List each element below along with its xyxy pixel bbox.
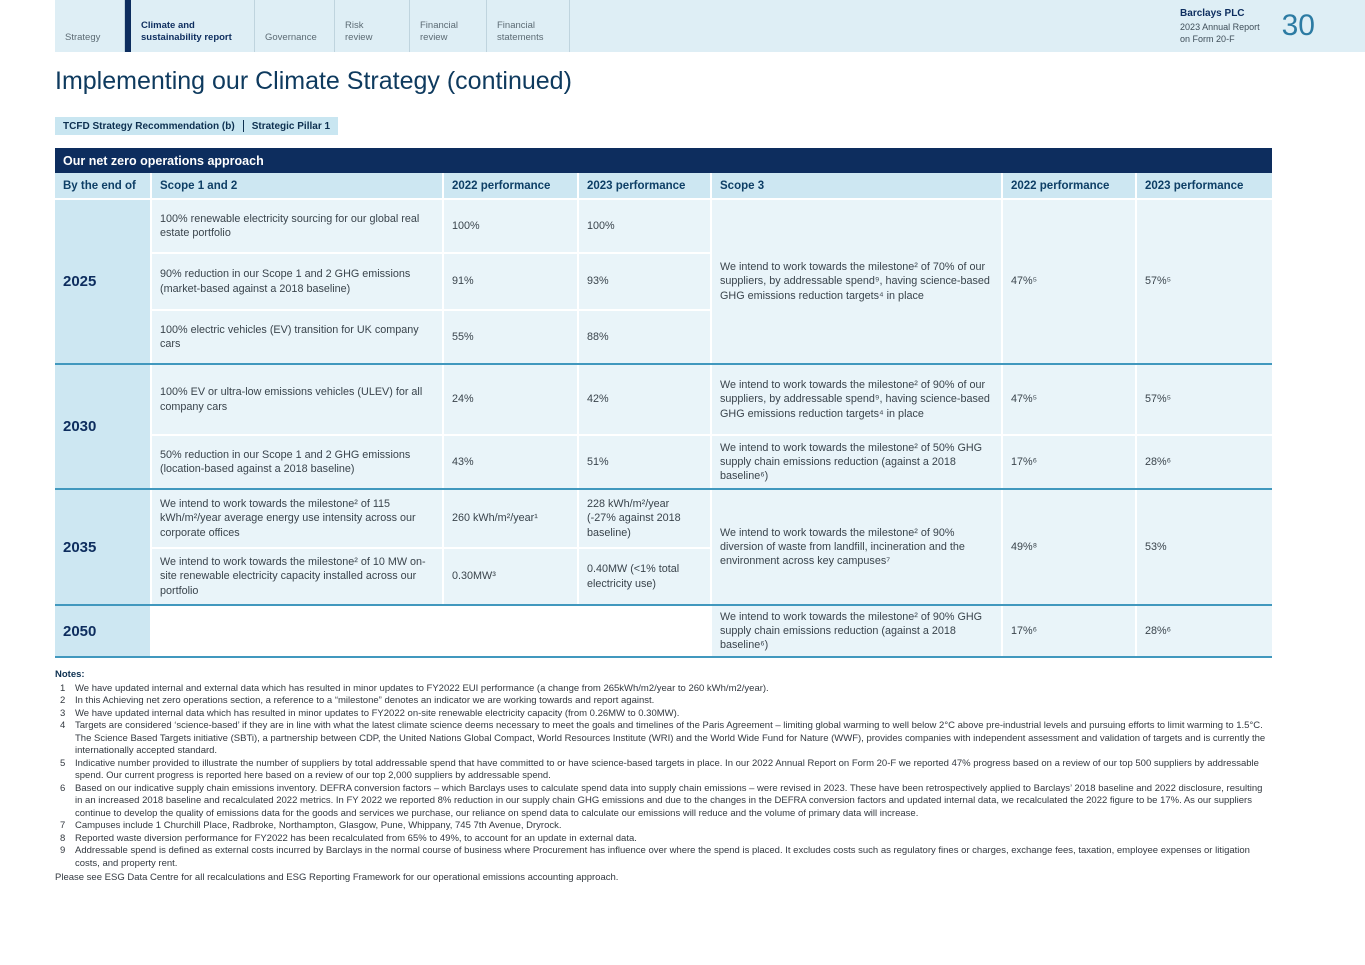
perf-2023-cell: 57%⁵ — [1135, 365, 1272, 434]
note-text: Campuses include 1 Churchill Place, Radbroke, Northampton, Glasgow, Pune, Whippany, 745 7th Avenue, Dryrock. — [75, 820, 562, 832]
table-body — [55, 200, 1272, 658]
scope12-target-cell: We intend to work towards the milestone² of 10 MW on-site renewable electricity capacity installed across our portfolio — [150, 549, 442, 604]
table-row — [150, 200, 710, 252]
scope12-target-cell: 90% reduction in our Scope 1 and 2 GHG emissions (market-based against a 2018 baseline) — [150, 254, 442, 309]
table-row — [710, 436, 1272, 488]
note-number: 1 — [60, 682, 66, 694]
scope12-target-cell: 100% EV or ultra-low emissions vehicles (ULEV) for all company cars — [150, 365, 442, 434]
table-row — [710, 606, 1272, 656]
tag-strip — [55, 117, 338, 135]
perf-empty-cell — [442, 606, 577, 656]
nav-tab-label: Strategy — [65, 32, 101, 44]
table-row — [710, 490, 1272, 604]
note-number: 9 — [60, 845, 66, 857]
tag-strategic-pillar: Strategic Pillar 1 — [251, 120, 331, 132]
perf-2022-cell: 260 kWh/m²/year¹ — [442, 490, 577, 547]
note-item — [55, 820, 1272, 833]
note-item — [55, 720, 1272, 758]
nav-tab-label: Financial review — [420, 20, 459, 44]
scope3-block — [710, 606, 1272, 656]
note-text: Addressable spend is defined as external costs incurred by Barclays in the normal course of business where Procurement has influence over where the spend is placed. It excludes costs such as regulatory fines or charges, exchange fees, taxation, employee expenses or litigation costs, and property rent. — [75, 845, 1250, 869]
table-title-bar: Our net zero operations approach — [55, 148, 1272, 173]
perf-2022-cell: 17%⁶ — [1001, 436, 1135, 488]
perf-2022-cell: 47%⁵ — [1001, 365, 1135, 434]
table-row-group-2030 — [55, 363, 1272, 488]
notes-footer: Please see ESG Data Centre for all recalculations and ESG Reporting Framework for our operational emissions accounting approach. — [55, 871, 619, 883]
perf-2023-cell: 28%⁶ — [1135, 436, 1272, 488]
nav-tab-label: Financial statements — [497, 20, 544, 44]
report-title-line1: 2023 Annual Report — [1180, 21, 1260, 32]
scope3-target-cell: We intend to work towards the milestone² of 90% of our suppliers, by addressable spend⁹, having science-based GHG emissions reduction targets⁴ in place — [710, 365, 1001, 434]
table-row — [150, 490, 710, 547]
scope12-empty-cell — [150, 606, 442, 656]
tag-divider — [243, 120, 244, 132]
perf-2022-cell: 47%⁵ — [1001, 200, 1135, 363]
note-item — [55, 833, 1272, 846]
scope3-block — [710, 490, 1272, 604]
nav-tab-strategy[interactable] — [55, 0, 125, 52]
note-item — [55, 695, 1272, 708]
perf-empty-cell — [577, 606, 710, 656]
perf-2022-cell: 17%⁶ — [1001, 606, 1135, 656]
table-row-group-2025 — [55, 200, 1272, 363]
note-item — [55, 708, 1272, 721]
column-header-2022-performance: 2022 performance — [442, 173, 577, 198]
nav-tab-label: Risk review — [345, 20, 373, 44]
table-row — [150, 436, 710, 488]
top-nav — [55, 0, 1365, 52]
column-header-scope3-2023-performance: 2023 performance — [1135, 173, 1272, 198]
perf-2022-cell: 55% — [442, 311, 577, 363]
perf-2022-cell: 49%⁸ — [1001, 490, 1135, 604]
page-number: 30 — [1281, 9, 1315, 42]
nav-tab-financial-review[interactable] — [410, 0, 487, 52]
table-row — [150, 606, 710, 656]
scope3-target-cell: We intend to work towards the milestone² of 90% GHG supply chain emissions reduction (against a 2018 baseline⁶) — [710, 606, 1001, 656]
scope12-target-cell: 100% electric vehicles (EV) transition for UK company cars — [150, 311, 442, 363]
table-row — [150, 254, 710, 309]
note-text: Targets are considered ‘science-based’ if they are in line with what the latest climate science deems necessary to meet the goals and timelines of the Paris Agreement – limiting global warming to well below 2°C above pre-industrial levels and pursuing efforts to limit warming to 1.5°C. The Science Based Targets initiative (SBTi), a partnership between CDP, the United Nations Global Compact, World Resources Institute (WRI) and the World Wide Fund for Nature (WWF), provides companies with independent assessment and validation of targets and is currently the internationally accepted standard. — [75, 720, 1266, 757]
nav-tab-financial-statements[interactable] — [487, 0, 570, 52]
note-text: Indicative number provided to illustrate the number of suppliers by total addressable spend that have committed to or have science-based targets in place. In our 2022 Annual Report on Form 20-F we reported 47% progress based on a review of our top 500 suppliers by addressable spend. Our current progress is reported here based on a review of our top 2,000 suppliers by addressable spend. — [75, 757, 1259, 782]
page-title: Implementing our Climate Strategy (continued) — [55, 67, 572, 95]
note-number: 7 — [60, 820, 66, 832]
scope3-block — [710, 365, 1272, 488]
scope3-target-cell: We intend to work towards the milestone² of 90% diversion of waste from landfill, incineration and the environment across key campuses⁷ — [710, 490, 1001, 604]
column-header-scope-3: Scope 3 — [710, 173, 1001, 198]
scope3-block — [710, 200, 1272, 363]
year-cell: 2025 — [55, 200, 150, 363]
brand-name: Barclays PLC — [1180, 8, 1245, 20]
table-row — [710, 365, 1272, 434]
scope3-target-cell: We intend to work towards the milestone² of 50% GHG supply chain emissions reduction (against a 2018 baseline⁶) — [710, 436, 1001, 488]
note-text: Reported waste diversion performance for FY2022 has been recalculated from 65% to 49%, to account for an update in external data. — [75, 832, 637, 844]
perf-2023-cell: 51% — [577, 436, 710, 488]
note-item — [55, 845, 1272, 870]
table-row-group-2050 — [55, 604, 1272, 656]
nav-tab-risk-review[interactable] — [335, 0, 410, 52]
net-zero-operations-table — [55, 148, 1272, 658]
perf-2022-cell: 100% — [442, 200, 577, 252]
brand-block — [1180, 7, 1260, 45]
notes-section — [55, 669, 1272, 884]
perf-2023-cell: 0.40MW (<1% total electricity use) — [577, 549, 710, 604]
scope12-target-cell: We intend to work towards the milestone² of 115 kWh/m²/year average energy use intensity across our corporate offices — [150, 490, 442, 547]
note-text: We have updated internal and external data which has resulted in minor updates to FY2022 EUI performance (a change from 265kWh/m2/year to 260 kWh/m2/year). — [75, 682, 769, 694]
scope3-target-cell: We intend to work towards the milestone² of 70% of our suppliers, by addressable spend⁹, having science-based GHG emissions reduction targets⁴ in place — [710, 200, 1001, 363]
scope12-target-cell: 50% reduction in our Scope 1 and 2 GHG emissions (location-based against a 2018 baseline) — [150, 436, 442, 488]
notes-heading: Notes: — [55, 669, 85, 680]
table-row — [710, 200, 1272, 363]
note-text: We have updated internal data which has resulted in minor updates to FY2022 on-site renewable electricity capacity (from 0.26MW to 0.30MW). — [75, 707, 680, 719]
nav-tab-label: Climate and sustainability report — [141, 20, 232, 44]
year-cell: 2035 — [55, 490, 150, 604]
note-number: 4 — [60, 720, 66, 732]
perf-2023-cell: 28%⁶ — [1135, 606, 1272, 656]
note-text: Based on our indicative supply chain emissions inventory. DEFRA conversion factors – which Barclays uses to calculate spend data into supply chain emissions – were revised in 2023. These have been retrospectively applied to Barclays’ 2018 baseline and 2022 disclosure, resulting in an increased 2018 baseline and recalculated 2022 metrics. In FY 2022 we reported 8% reduction in our supply chain GHG emissions and due to the changes in the DEFRA conversion factors and updated internal data, we recalculated the 2022 figure to be 17%. As our suppliers continue to develop the quality of emissions data for the goods and services we purchase, our reliance on spend data to calculate our emissions will reduce and the volume of primary data will increase. — [75, 782, 1263, 819]
column-header-by-the-end-of: By the end of — [63, 179, 136, 192]
perf-2023-cell: 93% — [577, 254, 710, 309]
table-row-group-2035 — [55, 488, 1272, 604]
column-header-2023-performance: 2023 performance — [577, 173, 710, 198]
table-column-headers — [55, 173, 1272, 200]
year-cell: 2050 — [55, 606, 150, 656]
scope12-block — [150, 490, 710, 604]
perf-2023-cell: 228 kWh/m²/year (-27% against 2018 baseline) — [577, 490, 710, 547]
table-row — [150, 549, 710, 604]
tag-tcfd-recommendation: TCFD Strategy Recommendation (b) — [63, 120, 235, 132]
column-header-scope3-2022-performance: 2022 performance — [1001, 173, 1135, 198]
note-number: 5 — [60, 757, 66, 769]
note-number: 2 — [60, 695, 66, 707]
table-row — [150, 365, 710, 434]
nav-tab-climate-and-sustainability-report[interactable] — [125, 0, 255, 52]
perf-2023-cell: 42% — [577, 365, 710, 434]
scope12-block — [150, 365, 710, 488]
scope12-target-cell: 100% renewable electricity sourcing for our global real estate portfolio — [150, 200, 442, 252]
note-number: 3 — [60, 707, 66, 719]
column-header-scope-1-and-2: Scope 1 and 2 — [150, 173, 442, 198]
nav-tab-label: Governance — [265, 32, 317, 44]
scope12-block — [150, 200, 710, 363]
perf-2022-cell: 91% — [442, 254, 577, 309]
nav-tab-governance[interactable] — [255, 0, 335, 52]
note-text: In this Achieving net zero operations section, a reference to a “milestone” denotes an indicator we are working towards and report against. — [75, 695, 655, 707]
perf-2022-cell: 0.30MW³ — [442, 549, 577, 604]
note-number: 8 — [60, 832, 66, 844]
table-row — [150, 311, 710, 363]
report-title-line2: on Form 20-F — [1180, 33, 1235, 44]
year-cell: 2030 — [55, 365, 150, 488]
perf-2023-cell: 100% — [577, 200, 710, 252]
perf-2023-cell: 53% — [1135, 490, 1272, 604]
perf-2022-cell: 43% — [442, 436, 577, 488]
note-item — [55, 783, 1272, 821]
note-item — [55, 683, 1272, 696]
report-identity — [1180, 0, 1365, 52]
perf-2023-cell: 57%⁵ — [1135, 200, 1272, 363]
note-item — [55, 758, 1272, 783]
perf-2023-cell: 88% — [577, 311, 710, 363]
note-number: 6 — [60, 782, 66, 794]
scope12-block — [150, 606, 710, 656]
perf-2022-cell: 24% — [442, 365, 577, 434]
